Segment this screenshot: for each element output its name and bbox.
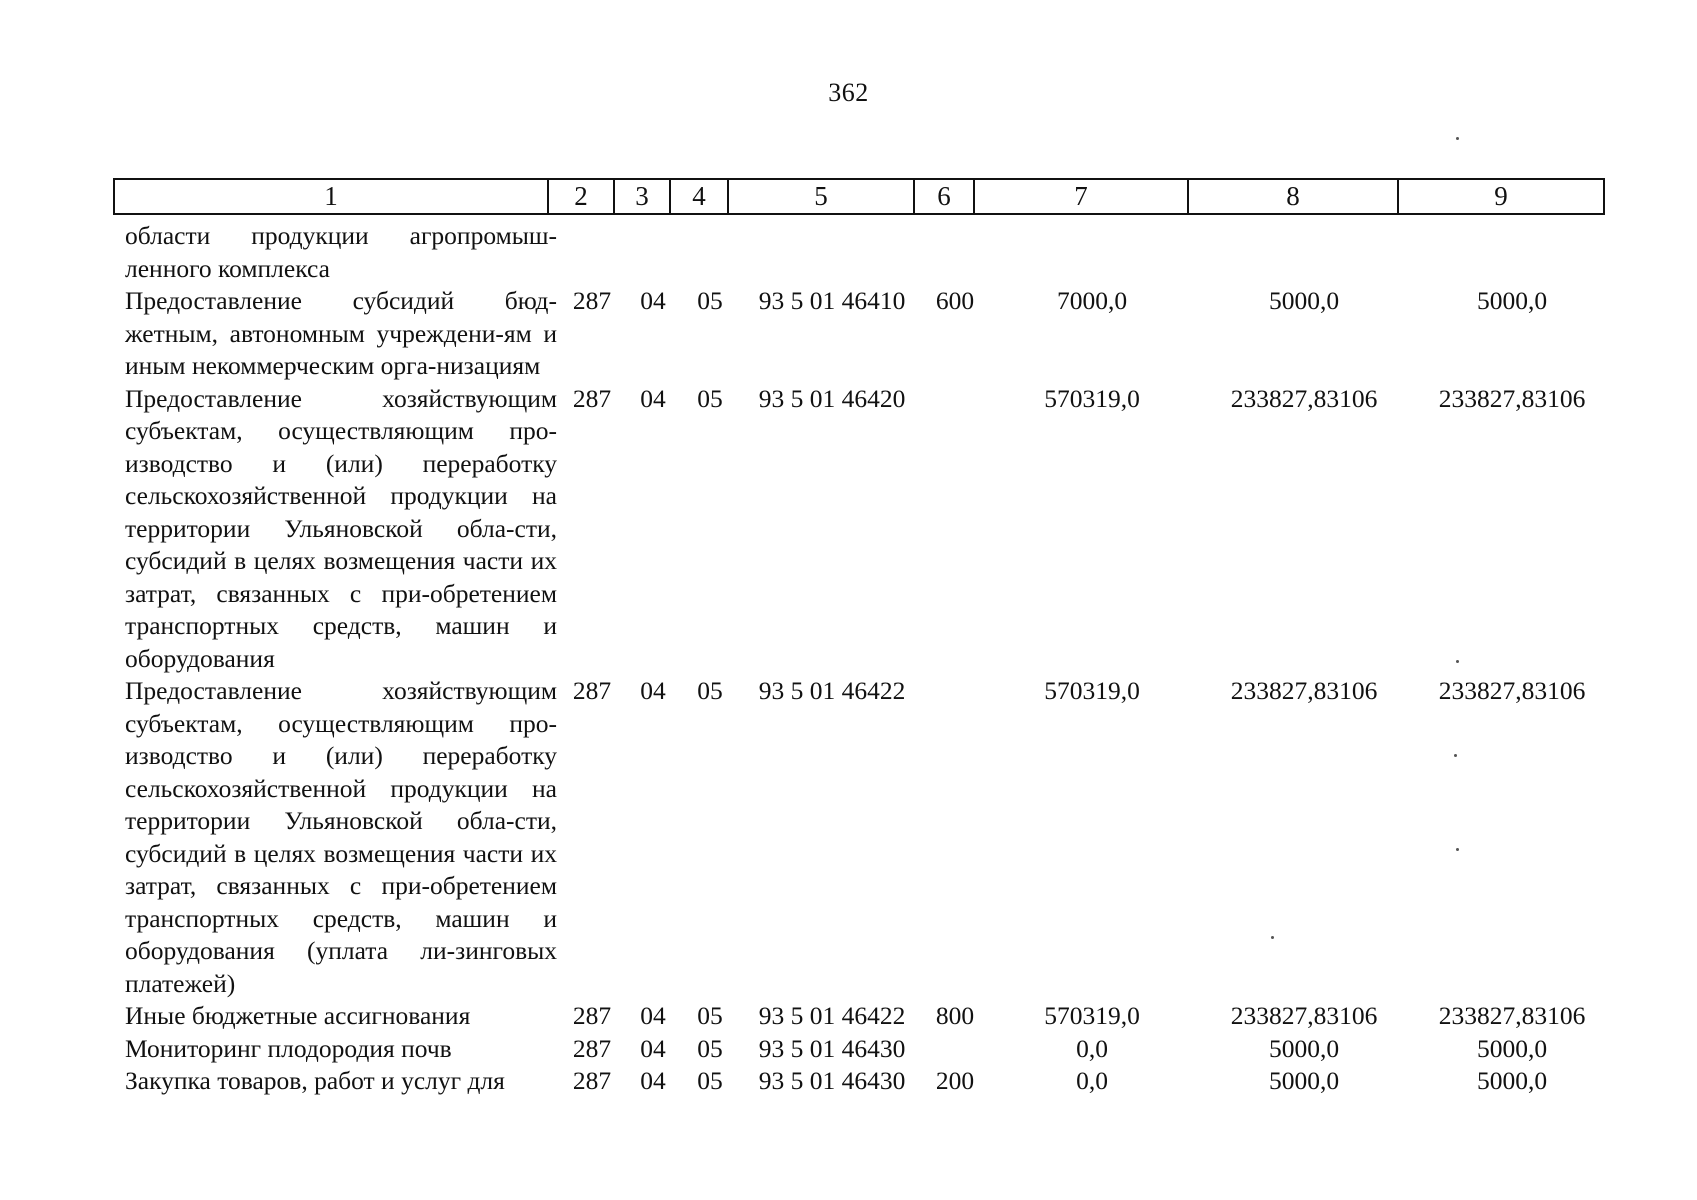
cell-col-3: 04	[640, 383, 666, 413]
cell-col-4: 05	[697, 1033, 723, 1063]
cell-col-8: 233827,83106	[1230, 383, 1378, 413]
table-row	[113, 1065, 1548, 1098]
cell-col-2: 287	[572, 1066, 612, 1095]
cell-col-9: 233827,83106	[1438, 676, 1586, 705]
cell-col-7: 570319,0	[1044, 383, 1140, 413]
cell-col-6: 600	[935, 286, 975, 315]
header-col-3: 3	[614, 179, 670, 214]
row-description: Иные бюджетные ассигнования	[125, 1001, 471, 1030]
cell-col-4: 05	[697, 286, 723, 315]
cell-col-2: 287	[572, 286, 612, 315]
cell-col-9: 5000,0	[1476, 286, 1548, 315]
cell-col-8: 233827,83106	[1230, 1001, 1378, 1030]
scan-speck	[1454, 754, 1457, 757]
table-row	[113, 675, 1586, 1000]
table-row	[113, 220, 557, 285]
cell-col-5: 93 5 01 46410	[758, 286, 906, 315]
header-col-8: 8	[1188, 179, 1398, 214]
cell-col-6: 800	[935, 1001, 975, 1030]
cell-col-9: 5000,0	[1476, 1033, 1548, 1063]
cell-col-4: 05	[697, 676, 723, 705]
cell-col-9: 233827,83106	[1438, 1001, 1586, 1030]
row-description: Предоставление субсидий бюд-жетным, автономным учреждени-ям и иным некоммерческим орга-низациям	[125, 286, 557, 380]
cell-col-5: 93 5 01 46430	[758, 1033, 906, 1063]
cell-col-3: 04	[640, 1001, 666, 1030]
cell-col-9: 5000,0	[1476, 1066, 1548, 1095]
table-row	[113, 285, 1548, 383]
column-header-table	[113, 178, 1605, 215]
header-col-9: 9	[1398, 179, 1604, 214]
cell-col-9: 233827,83106	[1438, 383, 1586, 413]
cell-col-3: 04	[640, 1033, 666, 1063]
header-row	[114, 179, 1604, 214]
cell-col-4: 05	[697, 383, 723, 413]
page-number: 362	[828, 78, 869, 107]
cell-col-4: 05	[697, 1001, 723, 1030]
table-row	[113, 1033, 1548, 1066]
cell-col-5: 93 5 01 46422	[758, 676, 906, 705]
row-description: области продукции агропромыш-ленного комплекса	[125, 221, 557, 283]
scan-speck	[1271, 936, 1274, 939]
table-row	[113, 383, 1586, 676]
cell-col-2: 287	[572, 1001, 612, 1030]
cell-col-8: 5000,0	[1268, 286, 1340, 315]
cell-col-5: 93 5 01 46430	[758, 1066, 906, 1095]
cell-col-5: 93 5 01 46422	[758, 1001, 906, 1030]
header-col-4: 4	[670, 179, 728, 214]
cell-col-7: 570319,0	[1044, 1001, 1140, 1030]
cell-col-7: 0,0	[1076, 1066, 1108, 1095]
cell-col-6: 200	[935, 1066, 975, 1095]
cell-col-4: 05	[697, 1066, 723, 1095]
row-description: Предоставление хозяйствующим субъектам, осуществляющим про-изводство и (или) переработку сельскохозяйственной продукции на территории Ульяновской обла-сти, субсидий в целях возмещения части их затрат, связанных с при-обретением транспортных средств, машин и оборудования (уплата ли-зинговых платежей)	[125, 676, 557, 998]
cell-col-8: 233827,83106	[1230, 676, 1378, 705]
cell-col-2: 287	[572, 383, 612, 413]
table-row	[113, 1000, 1586, 1033]
header-col-6: 6	[914, 179, 974, 214]
cell-col-5: 93 5 01 46420	[758, 383, 906, 413]
header-col-1: 1	[114, 179, 548, 214]
scan-speck	[1456, 848, 1459, 851]
table-body	[113, 220, 1586, 1098]
cell-col-8: 5000,0	[1268, 1033, 1340, 1063]
scan-speck	[1456, 660, 1459, 663]
header-col-7: 7	[974, 179, 1188, 214]
header-col-5: 5	[728, 179, 914, 214]
scan-speck	[1456, 137, 1459, 140]
cell-col-7: 7000,0	[1056, 286, 1128, 315]
cell-col-2: 287	[572, 676, 612, 705]
row-description: Мониторинг плодородия почв	[125, 1033, 452, 1063]
cell-col-8: 5000,0	[1268, 1066, 1340, 1095]
header-col-2: 2	[548, 179, 614, 214]
cell-col-2: 287	[572, 1033, 612, 1063]
row-description: Предоставление хозяйствующим субъектам, осуществляющим про-изводство и (или) переработку сельскохозяйственной продукции на территории Ульяновской обла-сти, субсидий в целях возмещения части их затрат, связанных с при-обретением транспортных средств, машин и оборудования	[125, 383, 557, 673]
cell-col-3: 04	[640, 1066, 666, 1095]
cell-col-7: 0,0	[1076, 1033, 1108, 1063]
cell-col-3: 04	[640, 286, 666, 315]
cell-col-3: 04	[640, 676, 666, 705]
cell-col-7: 570319,0	[1044, 676, 1140, 705]
row-description: Закупка товаров, работ и услуг для	[125, 1066, 505, 1095]
